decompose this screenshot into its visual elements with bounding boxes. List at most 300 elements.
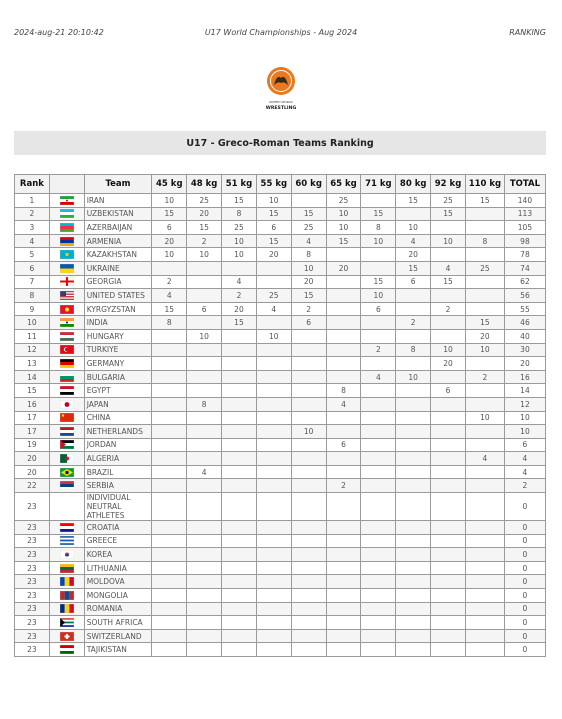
points-cell: [187, 411, 222, 425]
points-cell: [256, 616, 291, 630]
points-cell: [361, 411, 396, 425]
table-row: [15, 411, 546, 425]
points-cell: [152, 479, 187, 493]
team-name: LITHUANIA: [84, 561, 152, 575]
points-cell: [222, 643, 257, 657]
points-cell: [361, 452, 396, 466]
points-cell: [222, 548, 257, 562]
flag-cell: [49, 221, 84, 235]
team-name: TAJIKISTAN: [84, 643, 152, 657]
points-cell: [431, 589, 466, 603]
points-cell: [465, 479, 504, 493]
team-name: SOUTH AFRICA: [84, 616, 152, 630]
points-cell: 2: [326, 479, 361, 493]
points-cell: [431, 221, 466, 235]
team-name: GEORGIA: [84, 275, 152, 289]
flag-cell: [49, 207, 84, 221]
points-cell: [431, 289, 466, 303]
points-cell: [361, 575, 396, 589]
total-cell: 55: [504, 302, 545, 316]
total-cell: 40: [504, 329, 545, 343]
points-cell: [361, 602, 396, 616]
column-header: 110 kg: [465, 175, 504, 194]
points-cell: [222, 370, 257, 384]
points-cell: [256, 438, 291, 452]
points-cell: [361, 329, 396, 343]
column-header: 45 kg: [152, 175, 187, 194]
points-cell: 20: [222, 302, 257, 316]
points-cell: 10: [256, 329, 291, 343]
mongolia-flag-icon: [52, 591, 82, 600]
points-cell: [152, 438, 187, 452]
rank-cell: 8: [15, 289, 50, 303]
points-cell: [465, 289, 504, 303]
points-cell: [465, 602, 504, 616]
table-row: [15, 575, 546, 589]
points-cell: [291, 465, 326, 479]
rank-cell: 2: [15, 207, 50, 221]
team-name: KAZAKHSTAN: [84, 248, 152, 262]
rank-cell: 7: [15, 275, 50, 289]
points-cell: [396, 465, 431, 479]
points-cell: 6: [187, 302, 222, 316]
points-cell: [152, 452, 187, 466]
points-cell: [326, 425, 361, 439]
points-cell: 2: [396, 316, 431, 330]
rank-cell: 10: [15, 316, 50, 330]
points-cell: [431, 316, 466, 330]
rank-cell: 6: [15, 261, 50, 275]
points-cell: [431, 248, 466, 262]
points-cell: [256, 561, 291, 575]
total-cell: 10: [504, 411, 545, 425]
team-name: ROMANIA: [84, 602, 152, 616]
ukraine-flag-icon: [52, 264, 82, 273]
points-cell: [222, 629, 257, 643]
rank-cell: 23: [15, 643, 50, 657]
points-cell: [152, 602, 187, 616]
points-cell: 15: [361, 207, 396, 221]
points-cell: [256, 548, 291, 562]
points-cell: [187, 548, 222, 562]
netherlands-flag-icon: [52, 427, 82, 436]
points-cell: 25: [431, 194, 466, 208]
flag-cell: [49, 493, 84, 521]
points-cell: [152, 357, 187, 371]
flag-cell: [49, 479, 84, 493]
points-cell: [361, 384, 396, 398]
points-cell: [431, 575, 466, 589]
points-cell: [187, 479, 222, 493]
points-cell: [256, 643, 291, 657]
table-row: [15, 629, 546, 643]
germany-flag-icon: [52, 359, 82, 368]
india-flag-icon: [52, 318, 82, 327]
team-name: MOLDOVA: [84, 575, 152, 589]
points-cell: [222, 384, 257, 398]
points-cell: [291, 589, 326, 603]
points-cell: 15: [256, 234, 291, 248]
points-cell: 10: [152, 194, 187, 208]
column-header: 80 kg: [396, 175, 431, 194]
points-cell: [291, 438, 326, 452]
points-cell: [291, 370, 326, 384]
flag-cell: [49, 194, 84, 208]
points-cell: 20: [396, 248, 431, 262]
points-cell: 20: [465, 329, 504, 343]
points-cell: [187, 370, 222, 384]
total-cell: 74: [504, 261, 545, 275]
points-cell: [326, 357, 361, 371]
points-cell: [187, 534, 222, 548]
flag-cell: [49, 248, 84, 262]
flag-cell: [49, 275, 84, 289]
team-name: AZERBAIJAN: [84, 221, 152, 235]
points-cell: [396, 384, 431, 398]
points-cell: [361, 248, 396, 262]
points-cell: [187, 493, 222, 521]
points-cell: 15: [152, 207, 187, 221]
points-cell: 4: [465, 452, 504, 466]
points-cell: [465, 397, 504, 411]
points-cell: [187, 602, 222, 616]
points-cell: [465, 629, 504, 643]
points-cell: [465, 589, 504, 603]
team-name: EGYPT: [84, 384, 152, 398]
points-cell: [187, 343, 222, 357]
total-cell: 30: [504, 343, 545, 357]
table-row: [15, 602, 546, 616]
team-name: UNITED STATES: [84, 289, 152, 303]
rank-cell: 23: [15, 493, 50, 521]
column-header: 65 kg: [326, 175, 361, 194]
points-cell: [152, 561, 187, 575]
points-cell: [222, 465, 257, 479]
team-name: CHINA: [84, 411, 152, 425]
points-cell: [326, 493, 361, 521]
points-cell: 25: [187, 194, 222, 208]
points-cell: 8: [291, 248, 326, 262]
total-cell: 113: [504, 207, 545, 221]
points-cell: [256, 521, 291, 535]
flag-cell: [49, 602, 84, 616]
points-cell: 4: [222, 275, 257, 289]
flag-cell: [49, 575, 84, 589]
points-cell: 15: [396, 261, 431, 275]
points-cell: [465, 616, 504, 630]
points-cell: 6: [152, 221, 187, 235]
points-cell: [222, 575, 257, 589]
points-cell: [431, 397, 466, 411]
egypt-flag-icon: [52, 386, 82, 395]
rank-cell: 23: [15, 602, 50, 616]
points-cell: [431, 629, 466, 643]
points-cell: [152, 261, 187, 275]
svg-text:WRESTLING: WRESTLING: [265, 106, 297, 111]
team-name: TURKIYE: [84, 343, 152, 357]
table-row: [15, 438, 546, 452]
table-row: [15, 261, 546, 275]
points-cell: 10: [465, 411, 504, 425]
points-cell: [326, 643, 361, 657]
total-cell: 0: [504, 521, 545, 535]
points-cell: [465, 221, 504, 235]
points-cell: [396, 425, 431, 439]
points-cell: [396, 452, 431, 466]
points-cell: 6: [256, 221, 291, 235]
table-row: [15, 207, 546, 221]
points-cell: 6: [361, 302, 396, 316]
points-cell: [291, 521, 326, 535]
points-cell: [256, 575, 291, 589]
points-cell: [291, 194, 326, 208]
column-header: Team: [84, 175, 152, 194]
total-cell: 0: [504, 561, 545, 575]
points-cell: 4: [152, 289, 187, 303]
flag-cell: [49, 397, 84, 411]
teams-ranking-table: [14, 174, 546, 657]
team-name: KYRGYZSTAN: [84, 302, 152, 316]
table-row: [15, 343, 546, 357]
team-name: KOREA: [84, 548, 152, 562]
total-cell: 0: [504, 602, 545, 616]
points-cell: [256, 384, 291, 398]
rank-cell: 14: [15, 370, 50, 384]
points-cell: 15: [222, 194, 257, 208]
points-cell: [187, 384, 222, 398]
points-cell: [396, 411, 431, 425]
points-cell: [361, 194, 396, 208]
points-cell: [361, 425, 396, 439]
points-cell: [361, 548, 396, 562]
team-name: IRAN: [84, 194, 152, 208]
team-name: INDIA: [84, 316, 152, 330]
points-cell: 10: [256, 194, 291, 208]
points-cell: 10: [396, 221, 431, 235]
flag-cell: [49, 561, 84, 575]
flag-cell: [49, 452, 84, 466]
table-row: [15, 194, 546, 208]
kazakhstan-flag-icon: [52, 250, 82, 259]
japan-flag-icon: [52, 400, 82, 409]
points-cell: [396, 438, 431, 452]
team-name: UKRAINE: [84, 261, 152, 275]
points-cell: [152, 384, 187, 398]
points-cell: [256, 397, 291, 411]
points-cell: 4: [326, 397, 361, 411]
table-row: [15, 370, 546, 384]
points-cell: 4: [187, 465, 222, 479]
points-cell: 4: [361, 370, 396, 384]
team-name: ALGERIA: [84, 452, 152, 466]
points-cell: [396, 575, 431, 589]
points-cell: [152, 548, 187, 562]
flag-cell: [49, 643, 84, 657]
team-name: BULGARIA: [84, 370, 152, 384]
points-cell: [465, 438, 504, 452]
table-row: [15, 493, 546, 521]
points-cell: [187, 261, 222, 275]
points-cell: [152, 329, 187, 343]
points-cell: [326, 534, 361, 548]
points-cell: 20: [152, 234, 187, 248]
table-row: [15, 534, 546, 548]
table-row: [15, 521, 546, 535]
points-cell: [187, 452, 222, 466]
total-cell: 0: [504, 534, 545, 548]
points-cell: 15: [291, 289, 326, 303]
points-cell: [431, 370, 466, 384]
points-cell: [361, 357, 396, 371]
table-row: [15, 465, 546, 479]
points-cell: [361, 629, 396, 643]
flag-cell: [49, 425, 84, 439]
points-cell: [256, 425, 291, 439]
points-cell: 10: [187, 248, 222, 262]
points-cell: [152, 575, 187, 589]
points-cell: 2: [291, 302, 326, 316]
points-cell: [361, 316, 396, 330]
rank-cell: 23: [15, 575, 50, 589]
points-cell: [222, 561, 257, 575]
total-cell: 0: [504, 575, 545, 589]
total-cell: 14: [504, 384, 545, 398]
points-cell: [431, 493, 466, 521]
points-cell: [152, 397, 187, 411]
team-name: INDIVIDUAL NEUTRAL ATHLETES: [84, 493, 152, 521]
total-cell: 6: [504, 438, 545, 452]
points-cell: 10: [361, 234, 396, 248]
team-name: BRAZIL: [84, 465, 152, 479]
points-cell: [396, 302, 431, 316]
ranking-title-bar: [14, 131, 546, 155]
points-cell: 6: [396, 275, 431, 289]
points-cell: [326, 602, 361, 616]
team-name: CROATIA: [84, 521, 152, 535]
flag-cell: [49, 411, 84, 425]
table-row: [15, 425, 546, 439]
points-cell: [326, 589, 361, 603]
table-row: [15, 234, 546, 248]
points-cell: [152, 425, 187, 439]
points-cell: [465, 548, 504, 562]
table-row: [15, 384, 546, 398]
rank-cell: 19: [15, 438, 50, 452]
total-cell: 62: [504, 275, 545, 289]
points-cell: [291, 643, 326, 657]
rank-cell: 22: [15, 479, 50, 493]
rank-cell: 23: [15, 616, 50, 630]
points-cell: 10: [187, 329, 222, 343]
points-cell: 4: [256, 302, 291, 316]
points-cell: [465, 275, 504, 289]
table-row: [15, 452, 546, 466]
rank-cell: 15: [15, 384, 50, 398]
points-cell: [361, 616, 396, 630]
points-cell: [326, 316, 361, 330]
points-cell: [291, 343, 326, 357]
total-cell: 140: [504, 194, 545, 208]
points-cell: 10: [152, 248, 187, 262]
points-cell: 2: [187, 234, 222, 248]
united-world-wrestling-logo: [265, 66, 297, 114]
points-cell: [465, 521, 504, 535]
svg-text:UNITED WORLD: UNITED WORLD: [269, 100, 293, 104]
points-cell: 20: [431, 357, 466, 371]
points-cell: [396, 357, 431, 371]
points-cell: [222, 521, 257, 535]
points-cell: [256, 534, 291, 548]
team-name: SWITZERLAND: [84, 629, 152, 643]
points-cell: [187, 629, 222, 643]
points-cell: [326, 411, 361, 425]
iran-flag-icon: [52, 196, 82, 205]
points-cell: 2: [465, 370, 504, 384]
points-cell: [396, 589, 431, 603]
points-cell: [152, 589, 187, 603]
flag-cell: [49, 289, 84, 303]
hungary-flag-icon: [52, 332, 82, 341]
total-cell: 98: [504, 234, 545, 248]
total-cell: 20: [504, 357, 545, 371]
points-cell: 15: [361, 275, 396, 289]
team-name: NETHERLANDS: [84, 425, 152, 439]
points-cell: [361, 438, 396, 452]
points-cell: [256, 629, 291, 643]
table-row: [15, 643, 546, 657]
points-cell: [256, 452, 291, 466]
points-cell: 4: [291, 234, 326, 248]
points-cell: 15: [187, 221, 222, 235]
points-cell: 4: [431, 261, 466, 275]
team-name: GERMANY: [84, 357, 152, 371]
total-cell: 12: [504, 397, 545, 411]
points-cell: [187, 357, 222, 371]
points-cell: [361, 479, 396, 493]
points-cell: [326, 616, 361, 630]
rank-cell: 17: [15, 411, 50, 425]
flag-cell: [49, 261, 84, 275]
croatia-flag-icon: [52, 523, 82, 532]
rank-cell: 11: [15, 329, 50, 343]
points-cell: [326, 575, 361, 589]
points-cell: 6: [431, 384, 466, 398]
points-cell: [396, 397, 431, 411]
points-cell: [465, 302, 504, 316]
points-cell: [326, 629, 361, 643]
points-cell: [152, 343, 187, 357]
table-row: [15, 357, 546, 371]
points-cell: [326, 275, 361, 289]
points-cell: [222, 589, 257, 603]
table-row: [15, 289, 546, 303]
points-cell: 2: [431, 302, 466, 316]
total-cell: 46: [504, 316, 545, 330]
total-cell: 0: [504, 589, 545, 603]
table-row: [15, 275, 546, 289]
points-cell: [326, 561, 361, 575]
flag-cell: [49, 357, 84, 371]
points-cell: [152, 534, 187, 548]
korea-flag-icon: [52, 550, 82, 559]
points-cell: [256, 316, 291, 330]
points-cell: [152, 370, 187, 384]
points-cell: [465, 575, 504, 589]
points-cell: 8: [361, 221, 396, 235]
team-name: JORDAN: [84, 438, 152, 452]
points-cell: [396, 329, 431, 343]
points-cell: 15: [465, 194, 504, 208]
